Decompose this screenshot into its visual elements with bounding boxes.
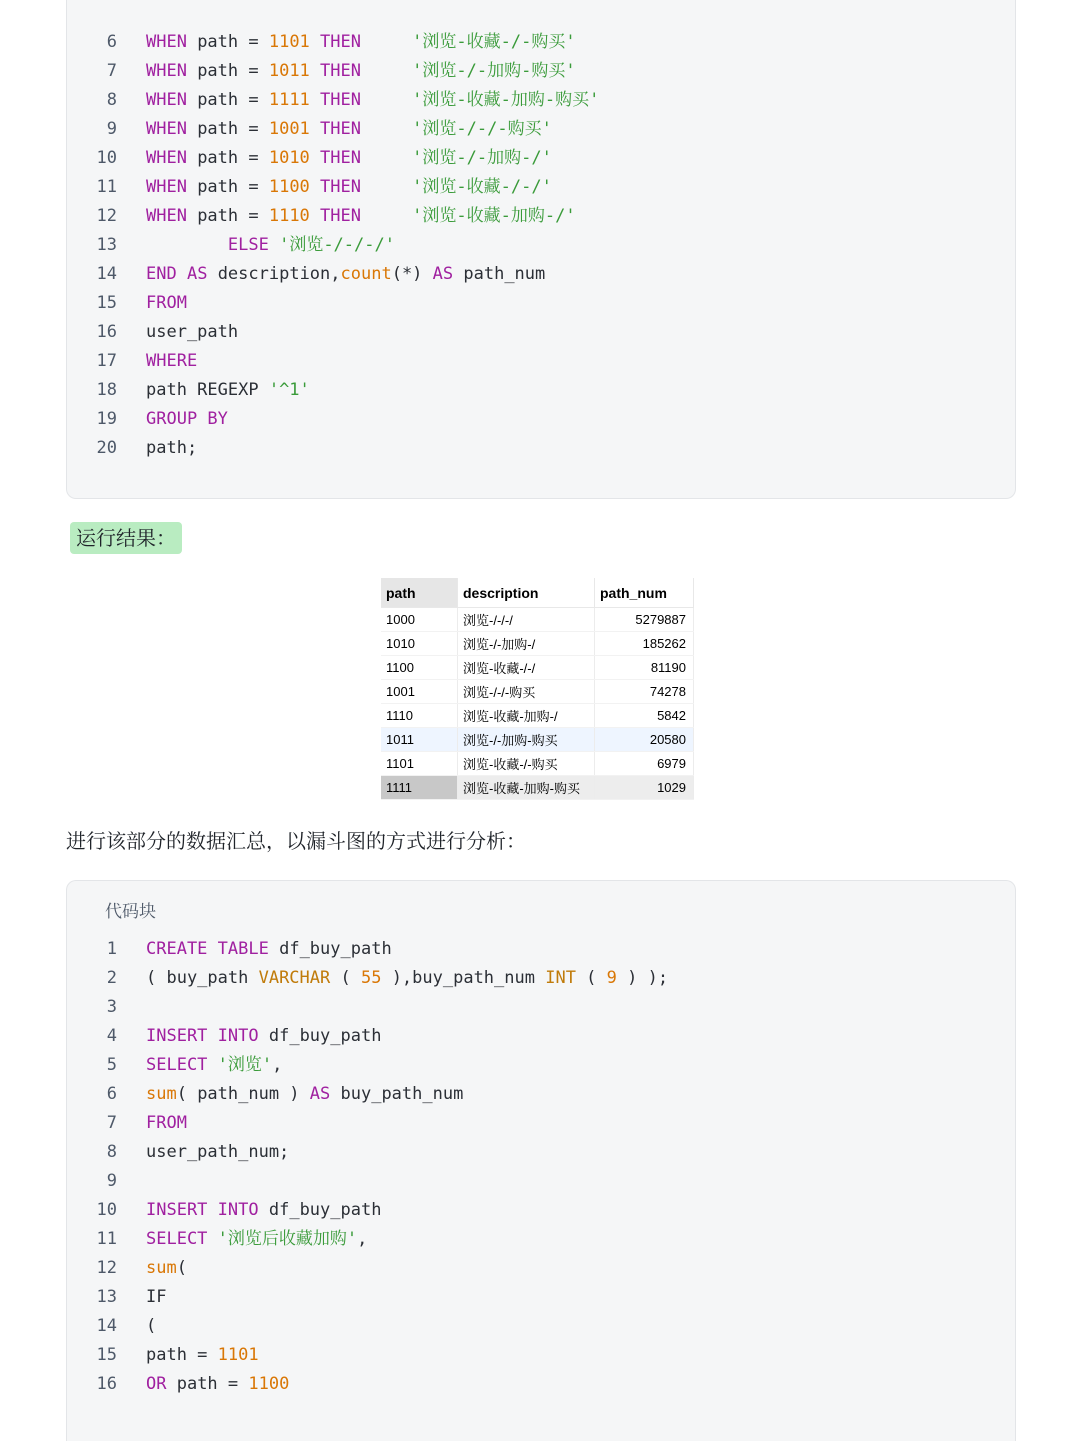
cell-path-num: 20580 (595, 728, 694, 752)
code-token: ( (146, 1316, 157, 1336)
code-block-header: 代码块 (105, 902, 156, 922)
cell-path-num: 5842 (595, 704, 694, 728)
line-number: 17 (96, 351, 117, 371)
line-number: 3 (106, 997, 117, 1017)
code-token: sum (146, 1084, 177, 1104)
cell-path: 1010 (381, 632, 458, 656)
code-token: sum (146, 1258, 177, 1278)
code-token: path = (186, 61, 269, 81)
code-token: path = (186, 148, 269, 168)
code-token: WHEN (146, 148, 187, 168)
cell-path: 1001 (381, 680, 458, 704)
table-row (381, 680, 694, 704)
code-token: OR (146, 1374, 167, 1394)
code-token: AS (309, 1084, 331, 1104)
code-line (67, 231, 395, 260)
table-row (381, 776, 694, 800)
cell-path: 1100 (381, 656, 458, 680)
code-line (67, 1225, 367, 1254)
code-token: 1111 (268, 90, 310, 110)
line-number: 5 (106, 1055, 117, 1075)
line-number: 16 (96, 322, 117, 342)
cell-description: 浏览-收藏-加购-/ (458, 704, 595, 728)
code-token: '浏览后收藏加购' (217, 1229, 358, 1249)
line-number: 12 (96, 1258, 117, 1278)
code-token: ELSE (146, 235, 269, 255)
cell-path: 1000 (381, 608, 458, 632)
code-line (67, 935, 392, 964)
line-number: 6 (106, 32, 117, 52)
code-token: WHEN (146, 119, 187, 139)
code-token (361, 90, 412, 110)
line-number: 6 (106, 1084, 117, 1104)
cell-path-num: 74278 (595, 680, 694, 704)
code-token: ( (176, 1258, 187, 1278)
table-row (381, 632, 694, 656)
code-token: THEN (309, 148, 361, 168)
code-line (67, 1254, 187, 1283)
line-number: 11 (96, 1229, 117, 1249)
code-token: 1100 (268, 177, 310, 197)
code-token: ( path_num ) (176, 1084, 310, 1104)
code-line (67, 260, 545, 289)
code-token: THEN (309, 119, 361, 139)
code-token: 1101 (217, 1345, 259, 1365)
code-token: SELECT (146, 1055, 208, 1075)
table-header-row (381, 578, 694, 608)
code-token: WHEN (146, 206, 187, 226)
cell-description: 浏览-收藏-/-购买 (458, 752, 595, 776)
code-line (67, 1080, 463, 1109)
line-number: 7 (106, 61, 117, 81)
code-token: THEN (309, 206, 361, 226)
line-number: 8 (106, 1142, 117, 1162)
line-number: 8 (106, 90, 117, 110)
code-token (207, 1055, 217, 1075)
code-line (67, 1283, 166, 1312)
code-token: ),buy_path_num (381, 968, 546, 988)
code-token: THEN (309, 32, 361, 52)
cell-path: 1101 (381, 752, 458, 776)
code-line (67, 347, 197, 376)
code-token: INT (545, 968, 576, 988)
code-token: WHEN (146, 90, 187, 110)
line-number: 15 (96, 1345, 117, 1365)
code-token: '浏览' (217, 1055, 273, 1075)
code-token: END (146, 264, 177, 284)
code-token: path = (166, 1374, 249, 1394)
code-token: ( buy_path (146, 968, 259, 988)
code-token: 9 (606, 968, 617, 988)
code-line (67, 405, 228, 434)
column-header-path: path (381, 578, 458, 608)
code-line (67, 57, 576, 86)
code-token (361, 177, 412, 197)
line-number: 2 (106, 968, 117, 988)
cell-path: 1110 (381, 704, 458, 728)
column-header-path-num: path_num (595, 578, 694, 608)
code-line (67, 964, 668, 993)
code-token: description, (207, 264, 341, 284)
code-token: WHEN (146, 61, 187, 81)
code-token: VARCHAR (258, 968, 331, 988)
cell-path: 1111 (381, 776, 458, 800)
line-number: 10 (96, 148, 117, 168)
code-line (67, 1138, 289, 1167)
line-number: 15 (96, 293, 117, 313)
code-token: 1011 (268, 61, 310, 81)
code-token: , (272, 1055, 283, 1075)
line-number: 13 (96, 1287, 117, 1307)
code-token: path = (186, 119, 269, 139)
code-token: ( (575, 968, 607, 988)
code-token: AS (186, 264, 208, 284)
code-token: '浏览-收藏-加购-/' (412, 206, 576, 226)
code-token: path REGEXP (146, 380, 269, 400)
line-number: 9 (106, 1171, 117, 1191)
code-token: path = (186, 177, 269, 197)
cell-description: 浏览-/-/-/ (458, 608, 595, 632)
code-token: CREATE (146, 939, 208, 959)
code-token: df_buy_path (268, 939, 392, 959)
code-token: WHEN (146, 32, 187, 52)
code-token: FROM (146, 293, 187, 313)
code-token: df_buy_path (258, 1026, 382, 1046)
code-line (67, 1167, 146, 1196)
code-token: path; (146, 438, 198, 458)
code-token: THEN (309, 177, 361, 197)
code-block-1 (66, 0, 1016, 499)
cell-description: 浏览-收藏-/-/ (458, 656, 595, 680)
code-token: (*) (391, 264, 433, 284)
code-token: buy_path_num (330, 1084, 464, 1104)
code-token: '^1' (268, 380, 310, 400)
code-token (207, 1026, 217, 1046)
code-token (361, 61, 412, 81)
code-token: TABLE (217, 939, 269, 959)
table-row (381, 704, 694, 728)
code-line (67, 434, 197, 463)
code-token: INSERT (146, 1026, 208, 1046)
code-token: IF (146, 1287, 167, 1307)
code-token: 1010 (268, 148, 310, 168)
code-line (67, 144, 552, 173)
code-token (361, 119, 412, 139)
code-token: THEN (309, 61, 361, 81)
cell-path: 1011 (381, 728, 458, 752)
code-line (67, 1312, 156, 1341)
code-line (67, 1022, 381, 1051)
table-row (381, 608, 694, 632)
code-token: '浏览-收藏-加购-购买' (412, 90, 600, 110)
code-token: path = (146, 1345, 218, 1365)
cell-path-num: 185262 (595, 632, 694, 656)
line-number: 7 (106, 1113, 117, 1133)
line-number: 18 (96, 380, 117, 400)
code-token: path = (186, 206, 269, 226)
table-row (381, 752, 694, 776)
code-token: INTO (217, 1026, 259, 1046)
cell-path-num: 6979 (595, 752, 694, 776)
line-number: 16 (96, 1374, 117, 1394)
code-token (177, 264, 187, 284)
code-token: SELECT (146, 1229, 208, 1249)
cell-path-num: 81190 (595, 656, 694, 680)
code-token: '浏览-/-加购-购买' (412, 61, 576, 81)
code-token: path_num (453, 264, 546, 284)
cell-description: 浏览-/-加购-/ (458, 632, 595, 656)
cell-description: 浏览-/-加购-购买 (458, 728, 595, 752)
code-token: 1100 (248, 1374, 290, 1394)
table-row (381, 728, 694, 752)
code-line (67, 993, 146, 1022)
cell-path-num: 5279887 (595, 608, 694, 632)
code-block-2 (66, 880, 1016, 1441)
code-token: count (340, 264, 392, 284)
code-token (207, 1200, 217, 1220)
code-token (207, 939, 217, 959)
line-number: 12 (96, 206, 117, 226)
code-token: path = (186, 90, 269, 110)
code-token: df_buy_path (258, 1200, 382, 1220)
code-token: path = (186, 32, 269, 52)
code-line (67, 28, 576, 57)
code-token: GROUP BY (146, 409, 228, 429)
code-token: '浏览-/-/-购买' (412, 119, 552, 139)
code-line (67, 376, 310, 405)
code-line (67, 86, 599, 115)
code-token: AS (432, 264, 454, 284)
code-token: FROM (146, 1113, 187, 1133)
code-token: ( (330, 968, 361, 988)
line-number: 1 (106, 939, 117, 959)
code-token: INTO (217, 1200, 259, 1220)
code-line (67, 1196, 381, 1225)
line-number: 4 (106, 1026, 117, 1046)
line-number: 11 (96, 177, 117, 197)
code-token: user_path (146, 322, 239, 342)
code-line (67, 318, 238, 347)
line-number: 14 (96, 1316, 117, 1336)
code-token: , (357, 1229, 368, 1249)
code-token (269, 235, 279, 255)
code-line (67, 115, 552, 144)
code-token: INSERT (146, 1200, 208, 1220)
code-token: '浏览-/-加购-/' (412, 148, 552, 168)
result-label: 运行结果： (70, 522, 182, 554)
analysis-paragraph: 进行该部分的数据汇总，以漏斗图的方式进行分析： (66, 829, 526, 853)
code-line (67, 289, 187, 318)
code-token: 1001 (268, 119, 310, 139)
code-token: ) ); (616, 968, 669, 988)
line-number: 19 (96, 409, 117, 429)
cell-description: 浏览-收藏-加购-购买 (458, 776, 595, 800)
code-token: '浏览-/-/-/' (279, 235, 395, 255)
code-token: '浏览-收藏-/-购买' (412, 32, 576, 52)
code-token (207, 1229, 217, 1249)
code-token: WHEN (146, 177, 187, 197)
code-line (67, 1109, 187, 1138)
table-row (381, 656, 694, 680)
code-token (361, 206, 412, 226)
cell-description: 浏览-/-/-购买 (458, 680, 595, 704)
result-table (381, 578, 694, 800)
line-number: 9 (106, 119, 117, 139)
line-number: 10 (96, 1200, 117, 1220)
code-token: 1110 (268, 206, 310, 226)
code-line (67, 1341, 259, 1370)
line-number: 13 (96, 235, 117, 255)
code-token: WHERE (146, 351, 198, 371)
code-token (361, 148, 412, 168)
code-token: 55 (360, 968, 382, 988)
code-token: '浏览-收藏-/-/' (412, 177, 552, 197)
cell-path-num: 1029 (595, 776, 694, 800)
line-number: 20 (96, 438, 117, 458)
code-token (361, 32, 412, 52)
code-line (67, 1051, 282, 1080)
code-token: 1101 (268, 32, 310, 52)
line-number: 14 (96, 264, 117, 284)
column-header-description: description (458, 578, 595, 608)
code-token: THEN (309, 90, 361, 110)
code-token: user_path_num; (146, 1142, 290, 1162)
code-line (67, 202, 576, 231)
code-line (67, 173, 552, 202)
code-line (67, 1370, 289, 1399)
